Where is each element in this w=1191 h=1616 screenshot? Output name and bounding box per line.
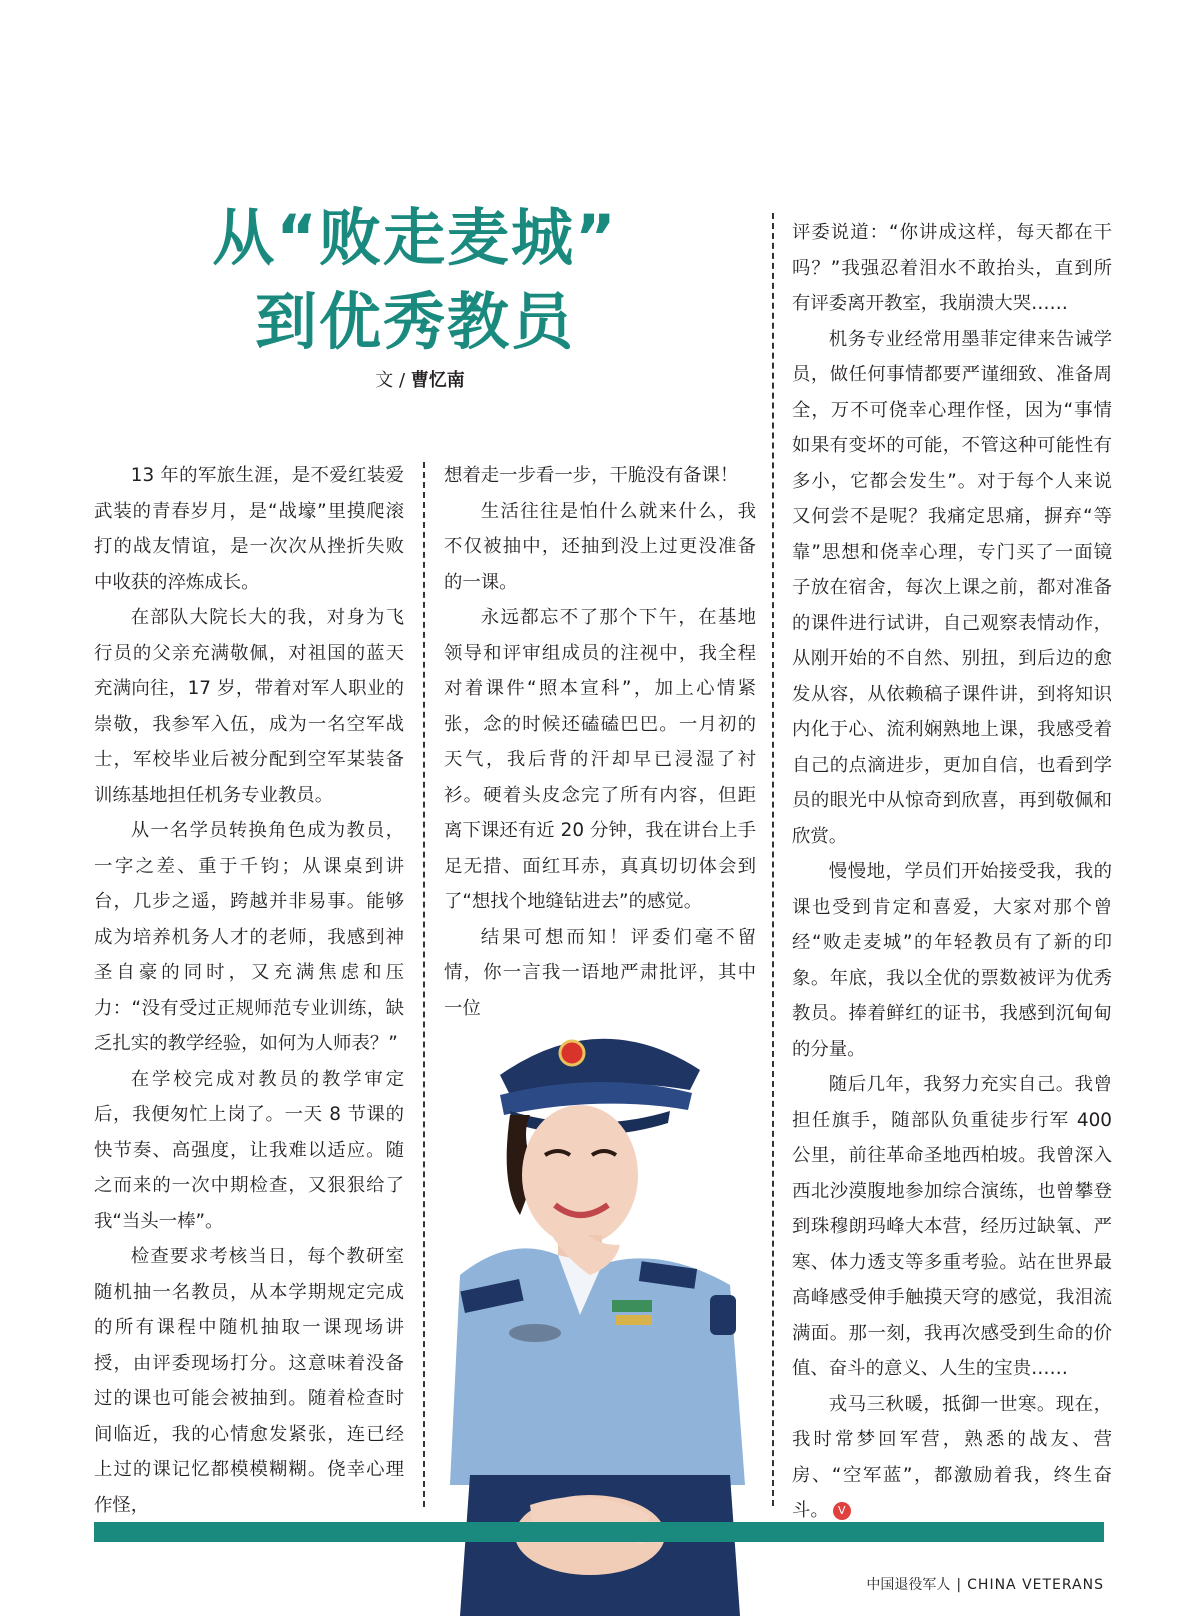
byline-prefix: 文 / (375, 370, 411, 391)
paragraph: 结果可想而知！评委们毫不留情，你一言我一语地严肃批评，其中一位 (444, 926, 756, 1019)
cap-badge-icon (560, 1041, 584, 1065)
paragraph-final (792, 1387, 1112, 1529)
title-line-2: 到优秀教员 (254, 285, 575, 358)
paragraph: 想着走一步看一步，干脆没有备课！ (444, 465, 739, 486)
paragraph: 评委说道：“你讲成这样，每天都在干吗？”我强忍着泪水不敢抬头，直到所有评委离开教室，我崩溃大哭…… (792, 222, 1112, 314)
text-column-1 (94, 458, 404, 1523)
paragraph: 机务专业经常用墨菲定律来告诫学员，做任何事情都要严谨细致、准备周全，万不可侥幸心理作怪，因为“事情如果有变坏的可能，不管这种可能性有多小，它都会发生”。对于每个人来说又何尝不是呢？我痛定思痛，摒弃“等靠”思想和侥幸心理，专门买了一面镜子放在宿舍，每次上课之前，都对准备的课件进行试讲，自己观察表情动作，从刚开始的不自然、别扭，到后边的愈发从容，从依赖稿子课件讲，到将知识内化于心、流利娴熟地上课，我感受着自己的点滴进步，更加自信，也看到学员的眼光中从惊奇到欣喜，再到敬佩和欣赏。 (792, 328, 1112, 847)
text-column-2 (444, 458, 756, 1026)
sleeve-patch-icon (710, 1295, 736, 1335)
uniform-shirt (450, 1248, 745, 1485)
paragraph: 随后几年，我努力充实自己。我曾担任旗手，随部队负重徒步行军 400 公里，前往革命圣地西柏坡。我曾深入西北沙漠腹地参加综合演练，也曾攀登到珠穆朗玛峰大本营，经历过缺氧、严寒、体力透支等多重考验。站在世界最高峰感受伸手触摸天穹的感觉，我泪流满面。那一刻，我再次感受到生命的价值、奋斗的意义、人生的宝贵…… (792, 1074, 1112, 1379)
paragraph: 慢慢地，学员们开始接受我，我的课也受到肯定和喜爱，大家对那个曾经“败走麦城”的年轻教员有了新的印象。年底，我以全优的票数被评为优秀教员。捧着鲜红的证书，我感到沉甸甸的分量。 (792, 861, 1112, 1060)
article-title (190, 196, 640, 364)
magazine-name-en: CHINA VETERANS (967, 1577, 1104, 1593)
author-name: 曹忆南 (410, 370, 465, 391)
footer-bar (94, 1522, 1104, 1542)
end-mark-icon: V (833, 1502, 851, 1520)
column-divider (423, 462, 425, 1507)
paragraph: 在部队大院长大的我，对身为飞行员的父亲充满敬佩，对祖国的蓝天充满向往，17 岁，带着对军人职业的崇敬，我参军入伍，成为一名空军战士，军校毕业后被分配到空军某装备训练基地担任机务专业教员。 (94, 607, 404, 806)
paragraph: 在学校完成对教员的教学审定后，我便匆忙上岗了。一天 8 节课的快节奏、高强度，让我难以适应。随之而来的一次中期检查，又狠狠给了我“当头一棒”。 (94, 1068, 404, 1232)
footer (866, 1574, 1104, 1594)
footer-separator: | (956, 1577, 962, 1593)
final-paragraph-text: 戎马三秋暖，抵御一世寒。现在，我时常梦回军营，熟悉的战友、营房、“空军蓝”，都激励着我，终生奋斗。 (792, 1393, 1112, 1521)
paragraph: 从一名学员转换角色成为教员，一字之差、重于千钧；从课桌到讲台，几步之遥，跨越并非易事。能够成为培养机务人才的老师，我感到神圣自豪的同时，又充满焦虑和压力：“没有受过正规师范专业训练，缺乏扎实的教学经验，如何为人师表？” (94, 820, 404, 1054)
paragraph: 13 年的军旅生涯，是不爱红装爱武装的青春岁月，是“战壕”里摸爬滚打的战友情谊，是一次次从挫折失败中收获的淬炼成长。 (94, 465, 404, 593)
paragraph: 生活往往是怕什么就来什么，我不仅被抽中，还抽到没上过更没准备的一课。 (444, 500, 756, 593)
byline (300, 366, 540, 392)
wings-badge-icon (509, 1324, 561, 1342)
title-line-1: 从“败走麦城” (212, 201, 618, 274)
text-column-3 (792, 215, 1112, 1529)
column-divider (772, 213, 774, 1506)
face (522, 1105, 638, 1245)
paragraph: 检查要求考核当日，每个教研室随机抽一名教员，从本学期规定完成的所有课程中随机抽取一课现场讲授，由评委现场打分。这意味着没备过的课也可能会被抽到。随着检查时间临近，我的心情愈发紧张，连已经上过的课记忆都模模糊糊。侥幸心理作怪， (94, 1246, 404, 1516)
paragraph: 永远都忘不了那个下午，在基地领导和评审组成员的注视中，我全程对着课件“照本宣科”，加上心情紧张，念的时候还磕磕巴巴。一月初的天气，我后背的汗却早已浸湿了衬衫。硬着头皮念完了所有内容，但距离下课还有近 20 分钟，我在讲台上手足无措、面红耳赤，真真切切体会到了“想找个地缝钻进去”的感觉。 (444, 607, 756, 912)
magazine-name-cn: 中国退役军人 (866, 1577, 951, 1593)
